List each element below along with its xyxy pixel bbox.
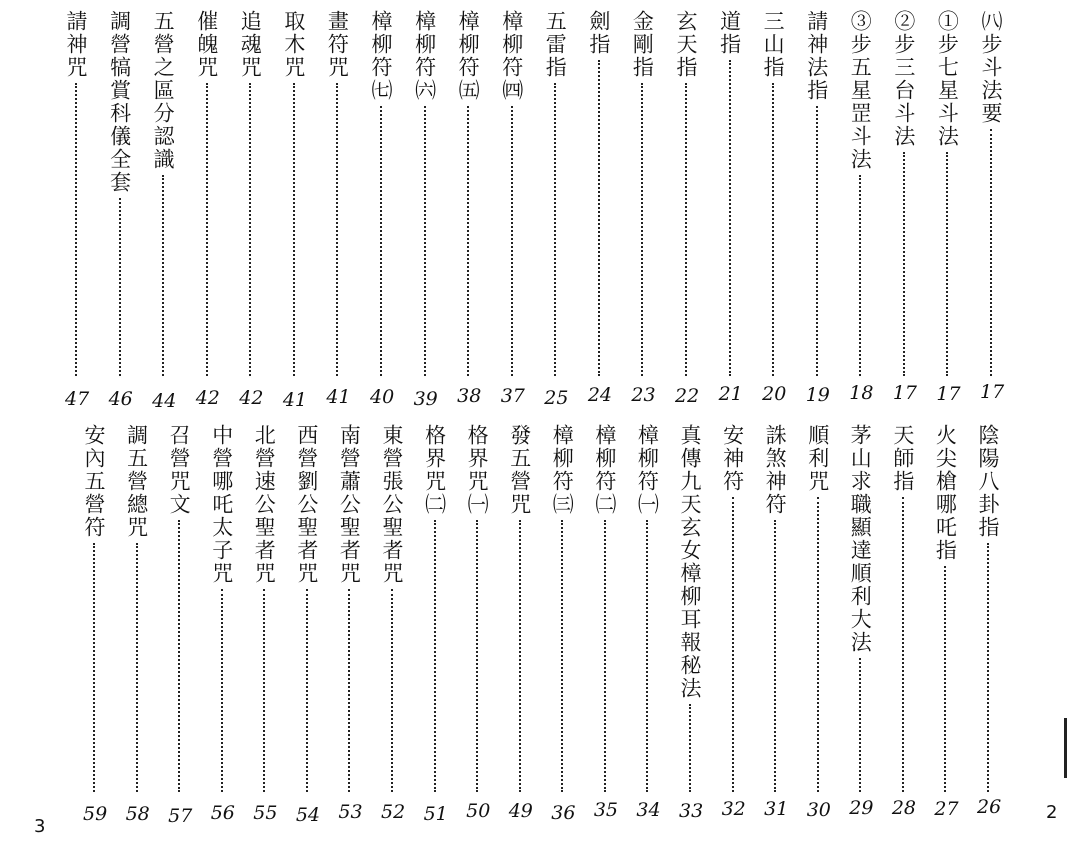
- toc-entry-title: 玄天指: [674, 10, 698, 79]
- toc-entry[interactable]: [368, 10, 394, 376]
- toc-entry[interactable]: [455, 10, 481, 376]
- toc-entry-title: 調五營總咒: [124, 424, 149, 539]
- dot-leader: [136, 543, 138, 792]
- dot-leader: [816, 106, 818, 376]
- toc-entry-page-number: 33: [679, 800, 704, 822]
- toc-entry-page-number: 21: [718, 383, 743, 405]
- toc-entry-title: 請神法指: [804, 10, 829, 102]
- dot-leader: [604, 520, 606, 792]
- toc-entry[interactable]: [209, 424, 235, 792]
- toc-entry[interactable]: [629, 10, 655, 376]
- toc-entry[interactable]: [677, 424, 703, 792]
- dot-leader: [476, 520, 478, 792]
- toc-entry-page-number: 29: [849, 797, 874, 819]
- toc-entry[interactable]: [379, 424, 405, 792]
- toc-entry[interactable]: [324, 10, 350, 376]
- toc-entry-title: ㈧步斗法要: [979, 10, 1003, 125]
- toc-entry-title: 格界咒㈠: [465, 424, 490, 516]
- toc-entry-page-number: 42: [239, 387, 264, 409]
- toc-entry[interactable]: [760, 10, 786, 376]
- toc-entry-page-number: 24: [587, 384, 613, 406]
- toc-entry-page-number: 52: [381, 801, 406, 823]
- toc-entry-page-number: 56: [210, 802, 235, 824]
- dot-leader: [772, 83, 774, 376]
- dot-leader: [119, 198, 121, 376]
- toc-entry-page-number: 46: [108, 388, 133, 410]
- dot-leader: [598, 60, 600, 376]
- toc-entry-page-number: 34: [636, 799, 661, 821]
- toc-entry-title: ①步七星斗法: [935, 10, 960, 148]
- toc-entry-page-number: 27: [934, 798, 959, 820]
- toc-entry[interactable]: [847, 424, 873, 792]
- toc-entry-title: 西營劉公聖者咒: [294, 424, 319, 585]
- dot-leader: [859, 175, 861, 376]
- dot-leader: [561, 520, 563, 792]
- toc-entry-page-number: 23: [631, 384, 656, 406]
- toc-entry[interactable]: [673, 10, 699, 376]
- toc-entry-title: 中營哪吒太子咒: [209, 424, 234, 585]
- toc-entry[interactable]: [934, 10, 960, 376]
- toc-entry-title: 請神咒: [64, 10, 88, 79]
- toc-entry-page-number: 17: [892, 382, 918, 404]
- toc-entry-page-number: 18: [849, 382, 874, 404]
- toc-entry-title: 樟柳符㈣: [499, 10, 524, 102]
- toc-entry-page-number: 28: [891, 797, 917, 819]
- dot-leader: [685, 83, 687, 376]
- dot-leader: [424, 106, 426, 376]
- dot-leader: [859, 658, 861, 792]
- toc-entry[interactable]: [336, 424, 362, 792]
- toc-entry-title: 取木咒: [281, 10, 306, 79]
- toc-entry-title: 催魄咒: [194, 10, 219, 79]
- dot-leader: [434, 520, 436, 792]
- toc-entry-title: 東營張公聖者咒: [380, 424, 404, 585]
- dot-leader: [348, 589, 350, 792]
- dot-leader: [519, 520, 521, 792]
- dot-leader: [641, 83, 643, 376]
- toc-entry-page-number: 19: [805, 384, 830, 406]
- toc-entry[interactable]: [549, 424, 575, 792]
- dot-leader: [944, 566, 946, 792]
- toc-entry[interactable]: [805, 424, 831, 792]
- toc-entry-page-number: 47: [65, 388, 90, 410]
- dot-leader: [162, 175, 164, 376]
- toc-entry[interactable]: [720, 424, 746, 792]
- toc-entry[interactable]: [281, 10, 307, 376]
- toc-entry-title: 畫符咒: [325, 10, 350, 79]
- toc-entry-page-number: 25: [544, 387, 569, 409]
- toc-entry[interactable]: [166, 424, 192, 792]
- dot-leader: [391, 589, 393, 792]
- dot-leader: [903, 152, 905, 376]
- toc-entry[interactable]: [237, 10, 263, 376]
- dot-leader: [511, 106, 513, 376]
- toc-entry-title: 劍指: [586, 10, 611, 56]
- toc-entry-page-number: 31: [764, 798, 789, 820]
- toc-entry-page-number: 32: [721, 798, 746, 820]
- toc-entry-title: 金剛指: [630, 10, 655, 79]
- toc-entry[interactable]: [507, 424, 533, 792]
- toc-entry-title: 樟柳符㈤: [456, 10, 481, 102]
- toc-entry-title: ②步三台斗法: [891, 10, 916, 148]
- dot-leader: [178, 520, 180, 792]
- dot-leader: [221, 589, 223, 792]
- toc-entry[interactable]: [586, 10, 612, 376]
- dot-leader: [987, 543, 989, 792]
- dot-leader: [467, 106, 469, 376]
- page-number-right: 2: [1046, 802, 1058, 823]
- toc-entry-page-number: 40: [370, 386, 395, 408]
- dot-leader: [554, 83, 556, 376]
- dot-leader: [75, 83, 77, 376]
- toc-entry-page-number: 36: [551, 802, 576, 824]
- toc-entry-title: 發五營咒: [507, 424, 532, 516]
- toc-entry-title: 北營速公聖者咒: [252, 424, 277, 585]
- toc-entry[interactable]: [499, 10, 525, 376]
- toc-entry-title: 安神符: [720, 424, 745, 493]
- dot-leader: [380, 106, 382, 376]
- dot-leader: [990, 129, 992, 376]
- dot-leader: [902, 497, 904, 792]
- toc-entry[interactable]: [542, 10, 568, 376]
- toc-entry[interactable]: [412, 10, 438, 376]
- toc-entry-title: 茅山求職顯達順利大法: [848, 424, 873, 654]
- toc-entry[interactable]: [847, 10, 873, 376]
- toc-entry-title: 樟柳符㈦: [369, 10, 393, 102]
- toc-entry-title: 格界咒㈡: [422, 424, 447, 516]
- dot-leader: [729, 60, 731, 376]
- dot-leader: [817, 497, 819, 792]
- toc-entry-page-number: 55: [253, 802, 278, 824]
- toc-entry-page-number: 42: [195, 387, 220, 409]
- toc-entry-title: 道指: [717, 10, 742, 56]
- dot-leader: [306, 589, 308, 792]
- toc-entry-page-number: 51: [423, 803, 448, 825]
- toc-entry-title: 天師指: [890, 424, 915, 493]
- toc-entry[interactable]: [891, 10, 917, 376]
- toc-entry-page-number: 20: [762, 383, 787, 405]
- toc-entry[interactable]: [717, 10, 743, 376]
- toc-entry-page-number: 39: [413, 388, 438, 410]
- toc-entry-page-number: 17: [980, 381, 1005, 403]
- toc-entry-page-number: 26: [977, 796, 1002, 818]
- toc-entry[interactable]: [634, 424, 660, 792]
- toc-entry[interactable]: [932, 424, 958, 792]
- toc-entry[interactable]: [804, 10, 830, 376]
- toc-entry[interactable]: [978, 10, 1004, 376]
- toc-entry[interactable]: [762, 424, 788, 792]
- dot-leader: [249, 83, 251, 376]
- dot-leader: [336, 83, 338, 376]
- dot-leader: [206, 83, 208, 376]
- toc-entry-page-number: 35: [593, 799, 619, 821]
- dot-leader: [732, 497, 734, 792]
- toc-entry[interactable]: [251, 424, 277, 792]
- toc-entry-title: ③步五星罡斗法: [848, 10, 873, 171]
- toc-entry-title: 火尖槍哪吒指: [933, 424, 958, 562]
- dot-leader: [774, 520, 776, 792]
- toc-entry[interactable]: [81, 424, 107, 792]
- toc-entry-title: 樟柳符㈢: [550, 424, 575, 516]
- toc-entry-page-number: 22: [675, 385, 700, 407]
- toc-entry-page-number: 37: [500, 385, 525, 407]
- toc-entry-page-number: 57: [168, 805, 193, 827]
- toc-entry[interactable]: [107, 10, 133, 376]
- toc-entry-title: 追魂咒: [238, 10, 263, 79]
- toc-entry-title: 五雷指: [543, 10, 568, 79]
- toc-entry[interactable]: [150, 10, 176, 376]
- toc-entry-title: 三山指: [761, 10, 786, 79]
- toc-entry-title: 樟柳符㈠: [635, 424, 660, 516]
- toc-entry-title: 召營咒文: [167, 424, 192, 516]
- dot-leader: [946, 152, 948, 376]
- toc-entry[interactable]: [975, 424, 1001, 792]
- toc-entry-title: 樟柳符㈡: [592, 424, 617, 516]
- toc-entry-page-number: 59: [83, 803, 108, 825]
- toc-entry-page-number: 41: [326, 386, 351, 408]
- toc-entry-page-number: 49: [508, 800, 533, 822]
- toc-entry-title: 安內五營符: [82, 424, 106, 539]
- toc-entry-title: 南營蕭公聖者咒: [337, 424, 362, 585]
- toc-entry-title: 順利咒: [805, 424, 830, 493]
- toc-entry-page-number: 54: [295, 804, 321, 826]
- toc-entry[interactable]: [890, 424, 916, 792]
- page-number-left: 3: [34, 816, 46, 837]
- toc-entry-page-number: 38: [457, 385, 482, 407]
- toc-entry-title: 真傳九天玄女樟柳耳報秘法: [678, 424, 702, 700]
- toc-entry-page-number: 17: [936, 383, 961, 405]
- toc-entry-page-number: 53: [338, 801, 363, 823]
- toc-entry[interactable]: [194, 10, 220, 376]
- dot-leader: [646, 520, 648, 792]
- toc-entry-page-number: 50: [466, 800, 491, 822]
- toc-entry[interactable]: [294, 424, 320, 792]
- toc-entry-title: 五營之區分認識: [151, 10, 176, 171]
- dot-leader: [263, 589, 265, 792]
- toc-entry-page-number: 58: [125, 803, 150, 825]
- toc-entry-page-number: 44: [152, 390, 177, 412]
- scan-edge-mark: [1064, 718, 1067, 778]
- toc-entry-title: 陰陽八卦指: [976, 424, 1000, 539]
- toc-entry-title: 誅煞神符: [763, 424, 788, 516]
- toc-entry-page-number: 30: [806, 799, 831, 821]
- dot-leader: [689, 704, 691, 792]
- toc-entry[interactable]: [63, 10, 89, 376]
- toc-entry[interactable]: [124, 424, 150, 792]
- toc-entry[interactable]: [422, 424, 448, 792]
- toc-entry[interactable]: [592, 424, 618, 792]
- toc-entry-title: 調營犒賞科儀全套: [107, 10, 132, 194]
- dot-leader: [93, 543, 95, 792]
- toc-entry-title: 樟柳符㈥: [412, 10, 437, 102]
- toc-entry-page-number: 41: [282, 389, 308, 411]
- dot-leader: [293, 83, 295, 376]
- toc-entry[interactable]: [464, 424, 490, 792]
